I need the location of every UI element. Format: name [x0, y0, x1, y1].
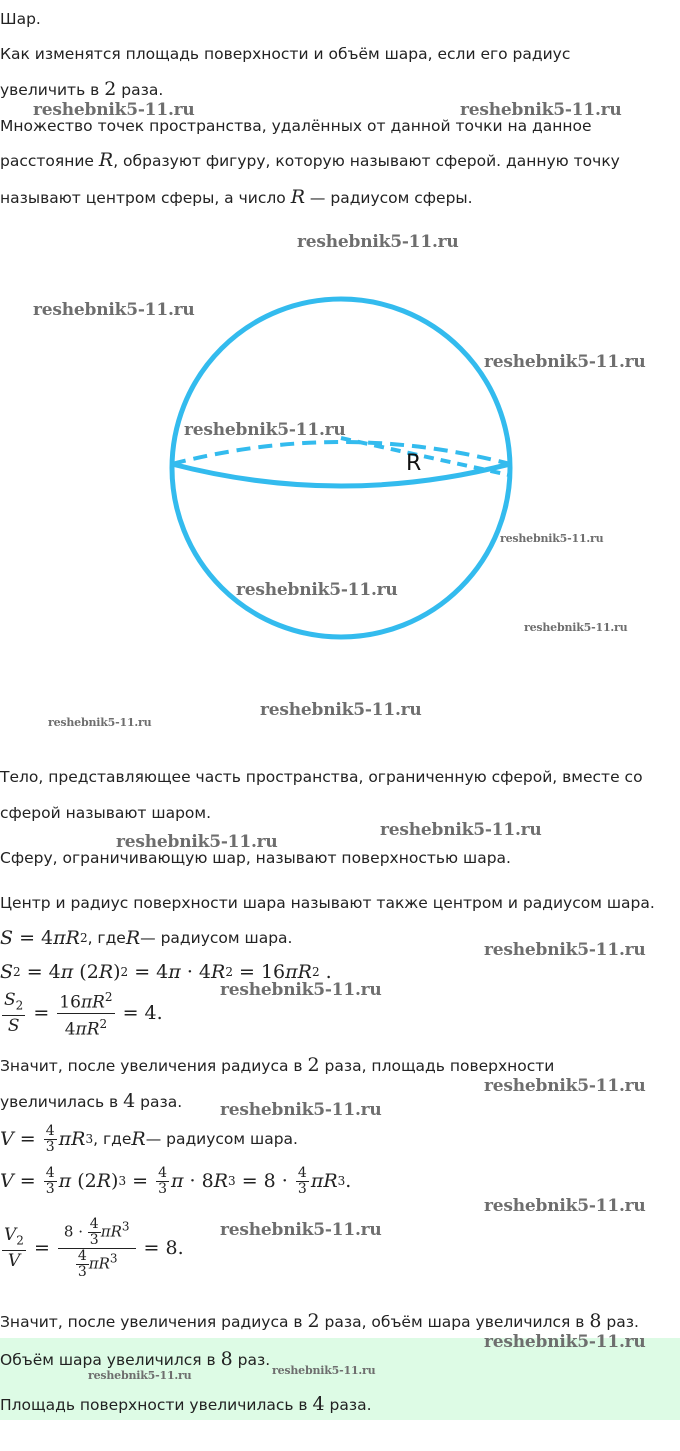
surface-formula: S = 4 π R 2 , где R — радиусом шара.	[0, 927, 293, 949]
question-line-2-post: раза.	[116, 81, 164, 99]
watermark: reshebnik5-11.ru	[484, 1076, 646, 1096]
watermark: reshebnik5-11.ru	[88, 1369, 192, 1382]
question-line-2	[0, 79, 163, 100]
watermark: reshebnik5-11.ru	[33, 300, 195, 320]
definition-line-2	[0, 150, 620, 171]
volume-conclusion: Значит, после увеличения радиуса в 2 раза, объём шара увеличился в 8 раз.	[0, 1310, 639, 1332]
definition-line-3-pre: называют центром сферы, а число	[0, 189, 291, 207]
definition-radius-var-2: R	[290, 186, 305, 208]
surface-conclusion-1: Значит, после увеличения радиуса в 2 раза, площадь поверхности	[0, 1054, 555, 1076]
watermark: reshebnik5-11.ru	[260, 700, 422, 720]
equator-back	[172, 442, 510, 464]
definition-line-3	[0, 187, 473, 208]
watermark: reshebnik5-11.ru	[48, 716, 152, 729]
radius-label: R	[406, 451, 422, 476]
body-def-line-4: Центр и радиус поверхности шара называют также центром и радиусом шара.	[0, 894, 655, 912]
surface-ratio: $\frac{S_2}{S}$ = $\frac{16\pi R^2}{4\pi R^2}$ = 4.	[0, 990, 163, 1036]
watermark: reshebnik5-11.ru	[460, 100, 622, 120]
watermark: reshebnik5-11.ru	[484, 1196, 646, 1216]
watermark: reshebnik5-11.ru	[33, 100, 195, 120]
volume-calculation: V = $\frac{4}{3}$ π (2 R ) 3 = $\frac{4}{3}$ π · 8 R 3 = 8 · $\frac{4}{3}$ π R 3 .	[0, 1164, 352, 1197]
equator-front	[172, 464, 510, 486]
body-def-line-2: сферой называют шаром.	[0, 804, 212, 822]
answer-line-1: Объём шара увеличился в 8 раз.	[0, 1348, 271, 1370]
watermark: reshebnik5-11.ru	[380, 820, 542, 840]
question-line-2-pre: увеличить в	[0, 81, 105, 99]
title: Шар.	[0, 10, 41, 28]
definition-line-2-pre: расстояние	[0, 152, 99, 170]
watermark: reshebnik5-11.ru	[272, 1364, 376, 1377]
question-number: 2	[104, 78, 117, 100]
watermark: reshebnik5-11.ru	[220, 980, 382, 1000]
watermark: reshebnik5-11.ru	[524, 621, 628, 634]
question-line-1: Как изменятся площадь поверхности и объём шара, если его радиус	[0, 45, 571, 63]
definition-line-2-post: , образуют фигуру, которую называют сферой. данную точку	[113, 152, 620, 170]
definition-line-3-post: — радиусом сферы.	[305, 189, 473, 207]
surface-conclusion-2: увеличилась в 4 раза.	[0, 1090, 183, 1112]
watermark: reshebnik5-11.ru	[297, 232, 459, 252]
body-def-line-3: Сферу, ограничивающую шар, называют поверхностью шара.	[0, 849, 511, 867]
surface-calculation: S 2 = 4 π (2 R ) 2 = 4 π · 4 R 2 = 16 π R 2 .	[0, 961, 332, 983]
answer-line-2: Площадь поверхности увеличилась в 4 раза.	[0, 1393, 372, 1415]
watermark: reshebnik5-11.ru	[484, 940, 646, 960]
definition-line-1: Множество точек пространства, удалённых от данной точки на данное	[0, 117, 592, 135]
volume-ratio: $\frac{V_2}{V}$ = 8 · $\frac{4}{3}$ $\pi R^3$ $\frac{4}{3}$ $\pi R^3$ = 8.	[4, 1215, 184, 1280]
watermark: reshebnik5-11.ru	[116, 832, 278, 852]
watermark: reshebnik5-11.ru	[220, 1100, 382, 1120]
watermark: reshebnik5-11.ru	[184, 420, 346, 440]
watermark: reshebnik5-11.ru	[500, 532, 604, 545]
watermark: reshebnik5-11.ru	[484, 352, 646, 372]
watermark: reshebnik5-11.ru	[484, 1332, 646, 1352]
watermark: reshebnik5-11.ru	[236, 580, 398, 600]
watermark: reshebnik5-11.ru	[220, 1220, 382, 1240]
definition-radius-var: R	[98, 149, 114, 171]
body-def-line-1: Тело, представляющее часть пространства, ограниченную сферой, вместе со	[0, 768, 643, 786]
volume-formula: V = $\frac{4}{3}$ π R 3 , где R — радиусом шара.	[0, 1122, 298, 1155]
